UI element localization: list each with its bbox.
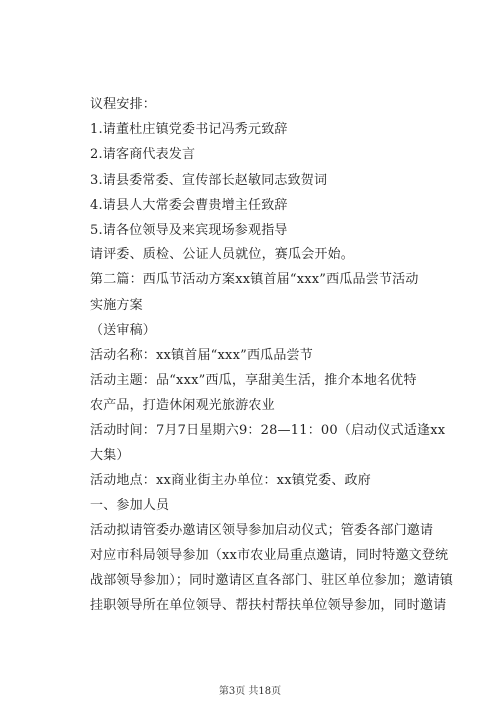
event-location: 活动地点：xx商业街主办单位：xx镇党委、政府: [90, 473, 371, 488]
event-theme: 活动主题：品“xxx”西瓜，享甜美生活，推介本地名优特: [90, 373, 417, 388]
agenda-item-2: 2.请客商代表发言: [90, 147, 196, 162]
agenda-item-5: 5.请各位领导及来宾现场参观指导: [90, 223, 288, 238]
agenda-item-3: 3.请县委常委、宣传部长赵敏同志致贺词: [90, 173, 328, 188]
agenda-closing: 请评委、质检、公证人员就位，赛瓜会开始。: [90, 247, 355, 262]
event-name: 活动名称：xx镇首届“xxx”西瓜品尝节: [90, 348, 313, 363]
paragraph-line-4: 挂职领导所在单位领导、帮扶村帮扶单位领导参加，同时邀请: [90, 598, 447, 613]
paragraph-line-1: 活动拟请管委办邀请区领导参加启动仪式；管委各部门邀请: [90, 523, 434, 538]
paragraph-line-3: 战部领导参加）；同时邀请区直各部门、驻区单位参加；邀请镇: [90, 573, 454, 588]
page-indicator: 第3页 共18页: [218, 686, 282, 697]
participants-heading: 一、参加人员: [90, 498, 170, 513]
paragraph-line-2: 对应市科局领导参加（xx市农业局重点邀请，同时特邀文登统: [90, 548, 449, 563]
section-title: 第二篇：西瓜节活动方案xx镇首届“xxx”西瓜品尝节活动: [90, 272, 419, 287]
agenda-item-4: 4.请县人大常委会曹贵增主任致辞: [90, 198, 288, 213]
draft-note: （送审稿）: [90, 323, 157, 338]
agenda-item-1: 1.请董杜庄镇党委书记冯秀元致辞: [90, 122, 288, 137]
event-time: 活动时间：7月7日星期六9：28—11：00（启动仪式适逢xx: [90, 423, 446, 438]
section-title-cont: 实施方案: [90, 298, 143, 313]
event-time-cont: 大集）: [90, 448, 130, 463]
agenda-heading: 议程安排：: [90, 97, 157, 112]
event-theme-cont: 农产品，打造休闲观光旅游农业: [90, 398, 275, 413]
